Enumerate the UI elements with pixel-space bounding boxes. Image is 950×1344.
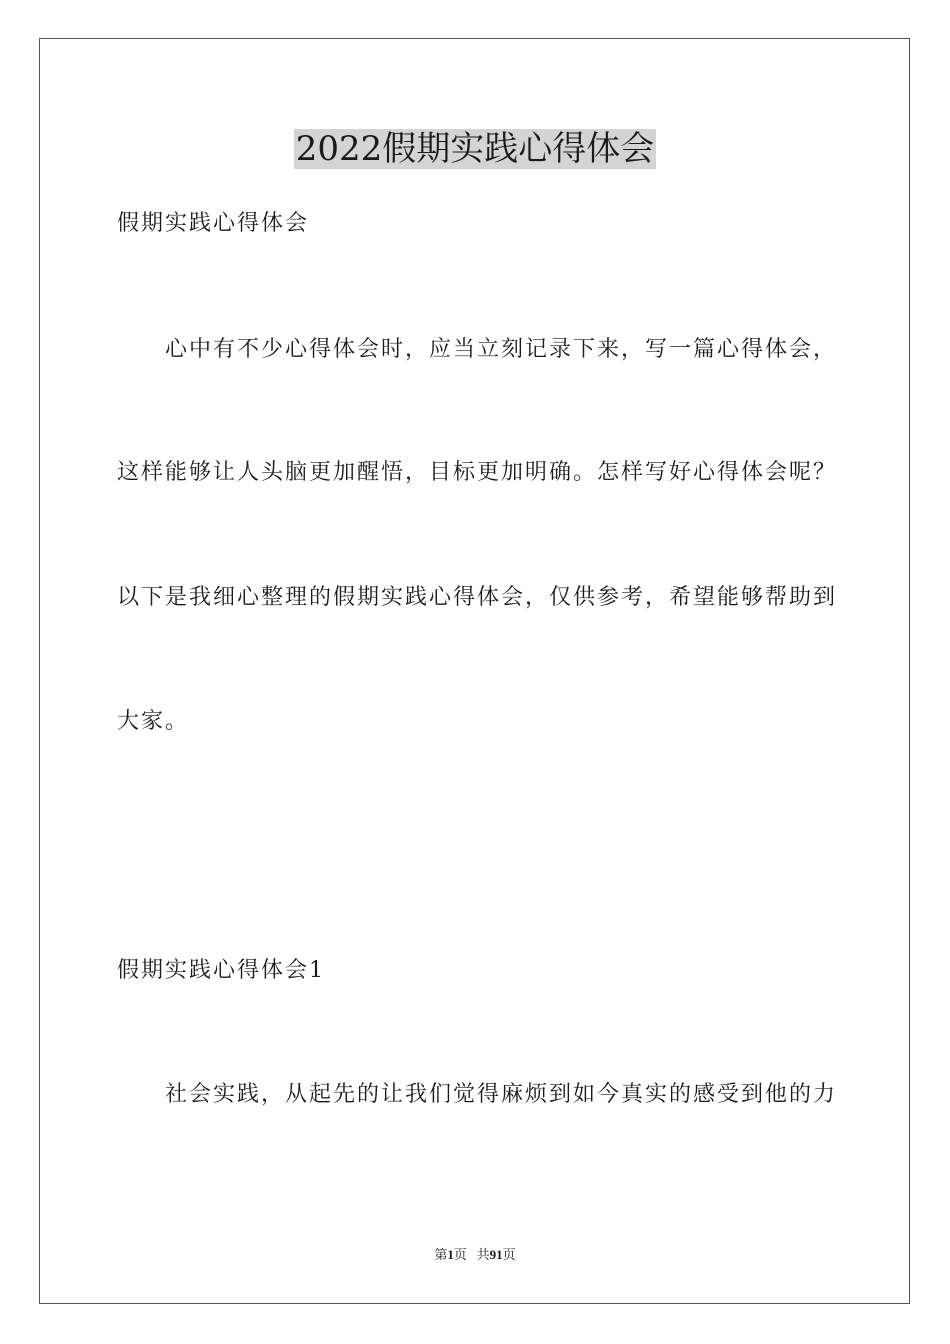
section-heading: 假期实践心得体会1 (117, 958, 325, 983)
paragraph-line-3: 以下是我细心整理的假期实践心得体会，仅供参考，希望能够帮助到 (117, 585, 838, 610)
paragraph-line-1: 心中有不少心得体会时，应当立刻记录下来，写一篇心得体会， (165, 337, 838, 362)
footer-total-prefix: 共 (476, 1247, 490, 1262)
subtitle-line: 假期实践心得体会 (117, 211, 310, 236)
footer-total-pages: 91 (489, 1247, 503, 1262)
title-text: 2022假期实践心得体会 (295, 129, 655, 169)
footer-page-prefix: 第 (434, 1247, 448, 1262)
footer-page-number: 1 (447, 1247, 454, 1262)
footer-total-suffix: 页 (502, 1247, 516, 1262)
document-title (0, 125, 950, 173)
footer-page-suffix: 页 (453, 1247, 467, 1262)
paragraph-line-5: 社会实践，从起先的让我们觉得麻烦到如今真实的感受到他的力 (165, 1082, 838, 1107)
paragraph-line-2: 这样能够让人头脑更加醒悟，目标更加明确。怎样写好心得体会呢？ (117, 460, 838, 485)
page-footer (0, 1246, 950, 1264)
paragraph-line-4: 大家。 (117, 709, 190, 734)
